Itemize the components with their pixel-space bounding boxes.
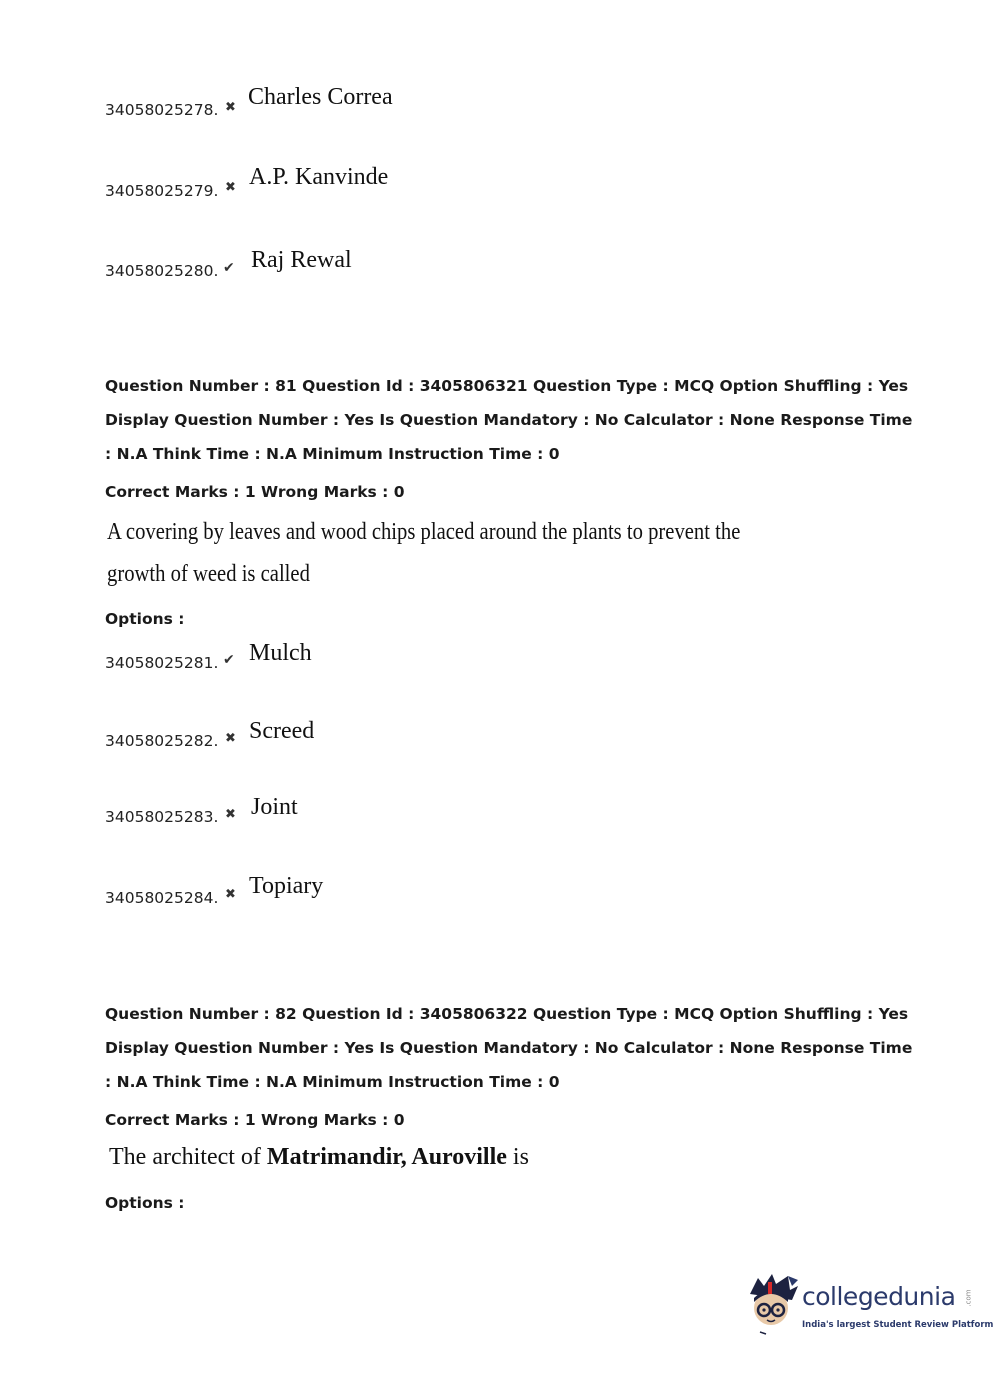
question-marks: Correct Marks : 1 Wrong Marks : 0 <box>105 483 405 501</box>
option-text: Mulch <box>249 640 312 666</box>
option-id: 34058025282. <box>105 732 219 750</box>
logo-tagline: India's largest Student Review Platform <box>802 1320 994 1330</box>
option-id: 34058025281. <box>105 654 219 672</box>
question-meta-line: Question Number : 82 Question Id : 3405806322 Question Type : MCQ Option Shuffling : Yes <box>105 1005 909 1023</box>
question-text: growth of weed is called <box>107 561 310 587</box>
option-text: Screed <box>249 718 315 744</box>
question-text <box>109 1144 529 1171</box>
question-text-suffix: is <box>506 1144 529 1170</box>
option-id: 34058025280. <box>105 262 219 280</box>
question-text-prefix: The architect of <box>109 1144 267 1170</box>
option-text: Charles Correa <box>248 84 393 110</box>
options-label: Options : <box>105 1194 185 1212</box>
question-meta-line: Display Question Number : Yes Is Question Mandatory : No Calculator : None Response Time <box>105 1039 913 1057</box>
logo-suffix: .com <box>964 1289 973 1307</box>
cross-icon: ✖ <box>225 731 236 746</box>
mascot-icon <box>742 1272 800 1342</box>
cross-icon: ✖ <box>225 180 236 195</box>
question-marks: Correct Marks : 1 Wrong Marks : 0 <box>105 1111 405 1129</box>
option-id: 34058025284. <box>105 889 219 907</box>
question-text-bold: Matrimandir, Auroville <box>266 1144 507 1170</box>
option-id: 34058025279. <box>105 182 219 200</box>
option-text: Raj Rewal <box>251 247 352 273</box>
check-icon: ✔ <box>223 260 235 276</box>
cross-icon: ✖ <box>225 807 236 822</box>
options-label: Options : <box>105 610 185 628</box>
question-text: A covering by leaves and wood chips placed around the plants to prevent the <box>107 519 741 545</box>
question-meta-line: Question Number : 81 Question Id : 3405806321 Question Type : MCQ Option Shuffling : Yes <box>105 377 909 395</box>
question-meta-line: Display Question Number : Yes Is Question Mandatory : No Calculator : None Response Time <box>105 411 913 429</box>
check-icon: ✔ <box>223 652 235 668</box>
option-text: Topiary <box>249 873 324 899</box>
option-text: Joint <box>251 794 298 820</box>
question-meta-line: : N.A Think Time : N.A Minimum Instruction Time : 0 <box>105 1073 560 1091</box>
question-meta-line: : N.A Think Time : N.A Minimum Instruction Time : 0 <box>105 445 560 463</box>
cross-icon: ✖ <box>225 887 236 902</box>
option-id: 34058025278. <box>105 101 219 119</box>
cross-icon: ✖ <box>225 100 236 115</box>
option-text: A.P. Kanvinde <box>249 164 389 190</box>
option-id: 34058025283. <box>105 808 219 826</box>
collegedunia-logo <box>742 1272 994 1342</box>
logo-name: collegedunia <box>802 1282 956 1311</box>
